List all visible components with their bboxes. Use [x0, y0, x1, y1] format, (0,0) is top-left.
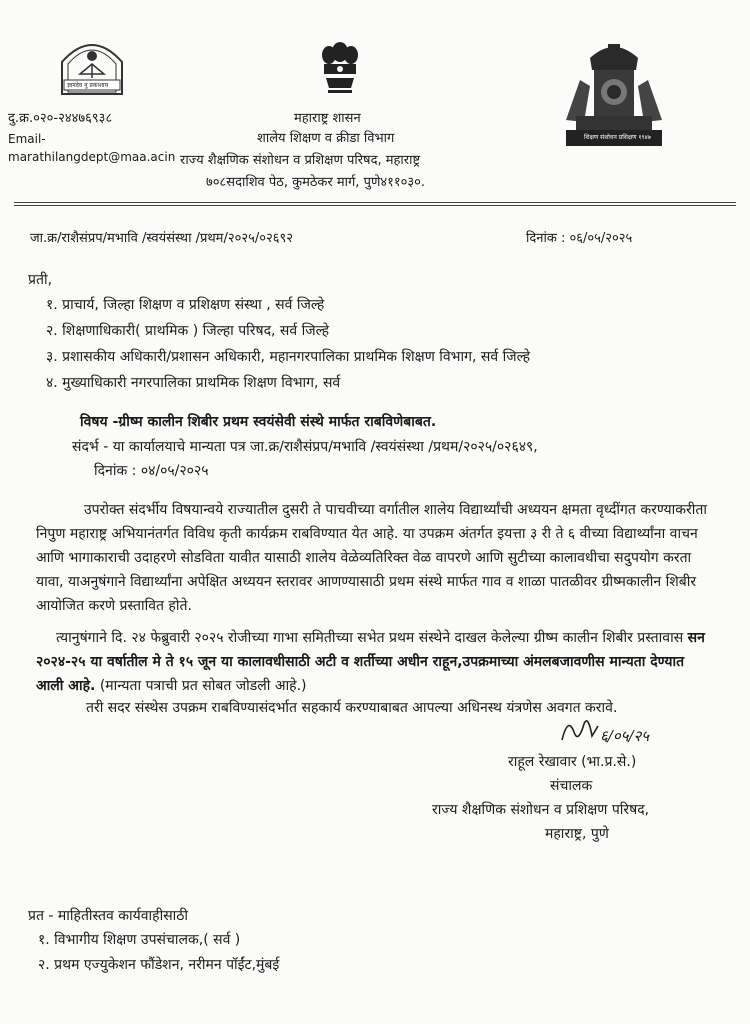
paragraph-text: त्यानुषंगाने दि. २४ फेब्रुवारी २०२५ रोजीच्या गाभा समितीच्या सभेत प्रथम संस्थेने दाखल केलेल्या ग्रीष्म कालीन शिबीर प्रस्तावास	[56, 630, 688, 646]
paragraph-text: उपरोक्त संदर्भीय विषयान्वये राज्यातील दुसरी ते पाचवीच्या वर्गातील शालेय विद्यार्थ्यांची अध्ययन क्षमता वृध्दींगत करण्याकरीता निपुण महाराष्ट्र अभियानंतर्गत विविध कृती कार्यक्रम राबविण्यात येत आहे. या उपक्रम अंतर्गत इयत्ता ३ री ते ६ वीच्या विद्यार्थ्यांना वाचन आणि भागाकाराची उदाहरणे सोडविता यावीत यासाठी शालेय वेळेव्यतिरिक्त वेळ वापरणे आणि सुटीच्या कालावधीचा सदुपयोग करता यावा, याअनुषंगाने विद्यार्थ्यांना अपेक्षित अध्ययन स्तरावर आणण्यासाठी प्रथम संस्थे मार्फत गाव व शाळा पातळीवर ग्रीष्मकालीन शिबीर आयोजित करणे प्रस्तावित होते.	[36, 502, 707, 614]
letter-date: दिनांक : ०६/०५/२०२५	[526, 231, 633, 246]
signatory-name: राहूल रेखावार (भा.प्र.से.)	[508, 754, 637, 770]
body-paragraph-3: तरी सदर संस्थेस उपक्रम राबविण्यासंदर्भात सहकार्य करण्याबाबत आपल्या अधिनस्थ यंत्रणेस अवगत करावे.	[86, 700, 618, 716]
recipient-item: ४. मुख्याधिकारी नगरपालिका प्राथमिक शिक्षण विभाग, सर्व	[46, 375, 341, 391]
recipient-item: २. शिक्षणाधिकारी( प्राथमिक ) जिल्हा परिषद, सर्व जिल्हे	[46, 323, 330, 339]
reference-date: दिनांक : ०४/०५/२०२५	[94, 463, 209, 479]
phone-number: दु.क्र.०२०-२४४७६९३८	[8, 111, 113, 126]
signatory-designation: संचालक	[550, 778, 593, 794]
office-address: ७०८सदाशिव पेठ, कुमठेकर मार्ग, पुणे४११०३०.	[206, 175, 426, 190]
email-address[interactable]: marathilangdept@maa.acin	[8, 150, 176, 164]
signatory-office: राज्य शैक्षणिक संशोधन व प्रशिक्षण परिषद,	[432, 802, 650, 818]
recipient-item: ३. प्रशासकीय अधिकारी/प्रशासन अधिकारी, महानगरपालिका प्राथमिक शिक्षण विभाग, सर्व जिल्हे	[46, 349, 531, 365]
subject-line: विषय -ग्रीष्म कालीन शिबीर प्रथम स्वयंसेवी संस्थे मार्फत राबविणेबाबत.	[80, 414, 437, 430]
maharashtra-emblem-icon	[560, 40, 668, 152]
emblem-motto: ज्ञानदेव नु प्रकाशाय	[67, 82, 109, 89]
body-paragraph-2	[36, 626, 708, 698]
national-emblem-icon	[318, 38, 362, 98]
copy-item: २. प्रथम एज्युकेशन फौंडेशन, नरीमन पॉईंट,मुंबई	[38, 957, 280, 973]
reference-line: संदर्भ - या कार्यालयाचे मान्यता पत्र जा.क्र/राशैसंप्रप/मभावि /स्वयंसंस्था /प्रथम/२०२५/०२६४९,	[72, 439, 538, 455]
recipient-item: १. प्राचार्य, जिल्हा शिक्षण व प्रशिक्षण संस्था , सर्व जिल्हे	[46, 297, 325, 313]
dept-title: शालेय शिक्षण व क्रीडा विभाग	[257, 131, 395, 146]
signatory-city: महाराष्ट्र, पुणे	[545, 826, 609, 842]
header-divider-2	[14, 205, 736, 206]
approval-highlight: सन २०२४-२५ या वर्षातील मे ते १५ जून या कालावधीसाठी अटी व शर्तीच्या अधीन राहून,उपक्रमाच्या अंमलबजावणीस मान्यता देण्यात आली आहे.	[36, 630, 705, 694]
copy-item: १. विभागीय शिक्षण उपसंचालक,( सर्व )	[38, 932, 241, 948]
copy-heading: प्रत - माहितीस्तव कार्यवाहीसाठी	[28, 908, 189, 924]
handwritten-date: ६/०५/२५	[600, 727, 650, 745]
gov-title: महाराष्ट्र शासन	[294, 111, 361, 126]
council-title: राज्य शैक्षणिक संशोधन व प्रशिक्षण परिषद, महाराष्ट्र	[180, 153, 421, 168]
attachment-note: (मान्यता पत्राची प्रत सोबत जोडली आहे.)	[95, 678, 307, 694]
reference-number: जा.क्र/राशैसंप्रप/मभावि /स्वयंसंस्था /प्रथम/२०२५/०२६९२	[30, 231, 294, 246]
email-label: Email-	[8, 132, 46, 146]
header-divider	[14, 202, 736, 203]
scert-logo	[52, 34, 132, 96]
emblem-caption: शिक्षण संशोधन प्रशिक्षण १९४७	[584, 134, 651, 141]
body-paragraph-1	[36, 498, 708, 618]
recipients-label: प्रती,	[28, 272, 53, 288]
